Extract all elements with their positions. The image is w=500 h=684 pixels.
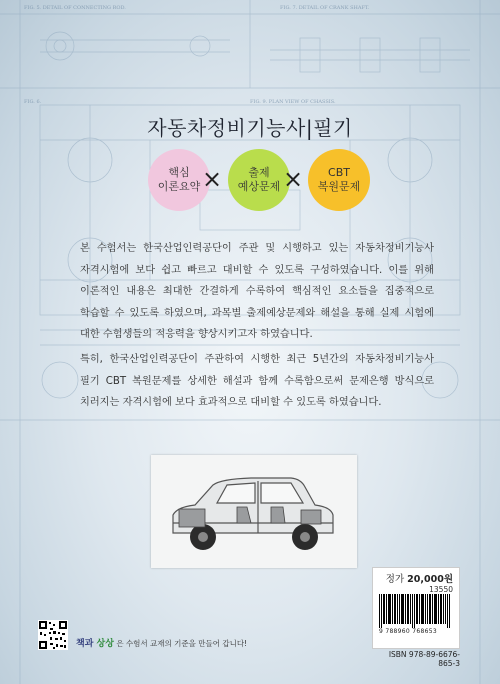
price-barcode-box <box>372 567 460 649</box>
badge-cbt-questions: CBT 복원문제 <box>308 149 370 211</box>
barcode-addon: 13550 <box>429 585 453 594</box>
fig7-label: FIG. 7. DETAIL OF CRANK SHAFT. <box>280 5 370 11</box>
badge-core-theory: 핵심 이론요약 <box>148 149 210 211</box>
fig5-label: FIG. 5. DETAIL OF CONNECTING ROD. <box>24 5 126 11</box>
feature-badges <box>0 149 500 213</box>
publisher-tagline: 은 수험서 교재의 기준을 만들어 갑니다! <box>116 639 248 648</box>
barcode-digits: 9 788960 768653 <box>379 628 437 635</box>
car-illustration <box>151 455 357 568</box>
fig9-label: FIG. 9. PLAN VIEW OF CHASSIS. <box>250 99 336 105</box>
barcode-graphic <box>379 594 453 628</box>
isbn: ISBN 978-89-6676-865-3 <box>388 650 460 668</box>
qr-code-graphic <box>38 620 68 650</box>
title-divider: | <box>305 116 314 140</box>
qr-code <box>38 620 68 650</box>
times-symbol: × <box>283 165 304 193</box>
book-subtitle: 필기 <box>313 116 353 140</box>
car-cutaway-image <box>151 455 357 568</box>
description-paragraph: 특히, 한국산업인력공단이 주관하여 시행한 최근 5년간의 자동차정비기능사 필기 CBT 복원문제를 상세한 해설과 함께 수록함으로써 문제은행 방식으로 치러지는 자격시험에 보다 효과적으로 대비할 수 있도록 하였습니다. <box>80 354 434 408</box>
badge-expected-questions: 출제 예상문제 <box>228 149 290 211</box>
fig6-label: FIG. 6. <box>24 99 42 105</box>
price: 정가 20,000원 <box>385 574 453 585</box>
title-block <box>0 112 500 141</box>
description-paragraph: 본 수험서는 한국산업인력공단이 주관 및 시행하고 있는 자동차정비기능사 자격시험에 보다 쉽고 빠르고 대비할 수 있도록 구성하였습니다. 이를 위해 이론적인 내용은 최대한 간결하게 수록하여 핵심적인 요소들을 집중적으로 학습할 수 있도록 하였으며, 과목별 출제예상문제와 해설을 통해 실제 시험에 대한 수험생들의 적응력을 향상시키고자 하였습니다. <box>80 243 434 340</box>
publisher-logo: 책과 상상 <box>76 639 114 649</box>
book-title: 자동차정비기능사 <box>147 116 306 140</box>
times-symbol: × <box>202 165 223 193</box>
publisher-line <box>76 636 247 649</box>
